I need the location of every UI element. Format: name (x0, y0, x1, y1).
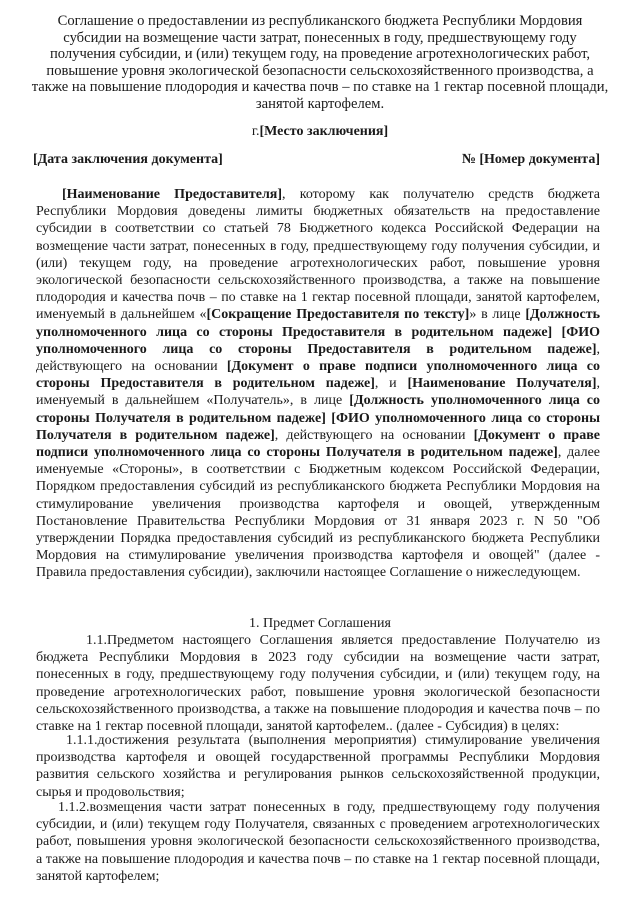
preamble-text: , действующего на основании (36, 341, 600, 375)
preamble-paragraph (36, 186, 600, 582)
place-prefix: г. (251, 124, 260, 139)
section-heading: 1. Предмет Соглашения (249, 616, 391, 631)
placeholder-field: [Наименование Получателя] (407, 376, 597, 392)
place-field: [Место заключения] (259, 124, 389, 139)
placeholder-field: [Должность уполномоченного лица со стороны Получателя в родительном падеже] (36, 393, 601, 426)
clause-1-1: 1.1.Предметом настоящего Соглашения является предоставление Получателю из бюджета Республики Мордовия в 2023 году субсидии на возмещение части затрат, понесенных в году, предшествующему году получения субсидии, и (или) текущем году, на проведение агротехнологических работ, повышение уровня экологической безопасности сельскохозяйственного производства, а также на повышение плодородия и качества почв – по ставке на 1 гектар посевной площади, занятой картофелем.. (далее - Субсидия) в целях: (36, 633, 600, 735)
clause-1-1-1: 1.1.1.достижения результата (выполнения мероприятия) стимулирование увеличения производства картофеля и овощей государственной программы Республики Мордовия развития сельского хозяйства и регулирования рынков сельскохозяйственной продукции, сырья и продовольствия; (36, 733, 600, 800)
placeholder-field: [ФИО уполномоченного лица со стороны Получателя в родительном падеже] (36, 410, 600, 443)
preamble-text (552, 325, 561, 340)
placeholder-field: [Документ о праве подписи уполномоченного лица со стороны Предоставителя в родительном падеже] (36, 359, 600, 392)
placeholder-field: [Наименование Предоставителя] (62, 187, 283, 202)
placeholder-field: [Должность уполномоченного лица со стороны Предоставителя в родительном падеже] (36, 307, 600, 340)
preamble-text: , далее именуемые «Стороны», в соответствии с Бюджетным кодексом Российской Федерации, Порядком предоставления субсидий из республиканского бюджета Республики Мордовия на стимулирование увеличения производства картофеля и овощей, утвержденным Постановление Правительства Республики Мордовия от 31 января 2023 г. N 50 "Об утверждении Порядка предоставления субсидий из республиканского бюджета Республики Мордовия на стимулирование увеличения производства картофеля и овощей" (далее - Правила предоставления субсидии), заключили настоящее Соглашение о нижеследующем. (36, 445, 601, 581)
preamble-text: , которому как получателю средств бюджета Республики Мордовия доведены лимиты бюджетных обязательств на предоставление субсидии в соответствии со статьей 78 Бюджетного кодекса Российской Федерации на возмещение части затрат, понесенных в году, предшествующему году получения субсидии, и (или) текущем году, на проведение агротехнологических работ, повышение уровня экологической безопасности сельскохозяйственного производства, а также на повышение плодородия и качества почв – по ставке на 1 гектар посевной площади, занятой картофелем, именуемый в дальнейшем « (36, 187, 600, 323)
date-number-row (33, 152, 600, 168)
placeholder-field: [Сокращение Предоставителя по тексту] (206, 307, 470, 323)
document-title: Соглашение о предоставлении из республиканского бюджета Республики Мордовия субсидии на возмещение части затрат, понесенных в году, предшествующему году получения субсидии, и (или) текущем году, на проведение агротехнологических работ, повышение уровня экологической безопасности сельскохозяйственного производства, а также на повышение плодородия и качества почв – по ставке на 1 гектар посевной площади, занятой картофелем. (31, 13, 609, 112)
placeholder-field: [Документ о праве подписи уполномоченного лица со стороны Получателя в родительном падеже] (36, 427, 600, 461)
preamble-text: , действующего на основании (274, 427, 474, 443)
clause-1-1-2: 1.1.2.возмещения части затрат понесенных в году, предшествующему году получения субсидии, и (или) текущем году Получателя, связанных с проведением агротехнологических работ, повышения уровня экологической безопасности сельскохозяйственного производства, а также на повышение плодородия и качества почв – по ставке на 1 гектар посевной площади, занятой картофелем; (36, 800, 600, 884)
number-field: № [Номер документа] (461, 152, 600, 167)
preamble-text: » в лице (469, 307, 526, 323)
placeholder-field: [ФИО уполномоченного лица со стороны Предоставителя в родительном падеже] (36, 324, 601, 357)
preamble-text: , и (374, 376, 408, 392)
date-field: [Дата заключения документа] (33, 152, 223, 167)
place-line (0, 124, 640, 140)
preamble-text: , именуемый в дальнейшем «Получатель», в лице (36, 376, 600, 409)
